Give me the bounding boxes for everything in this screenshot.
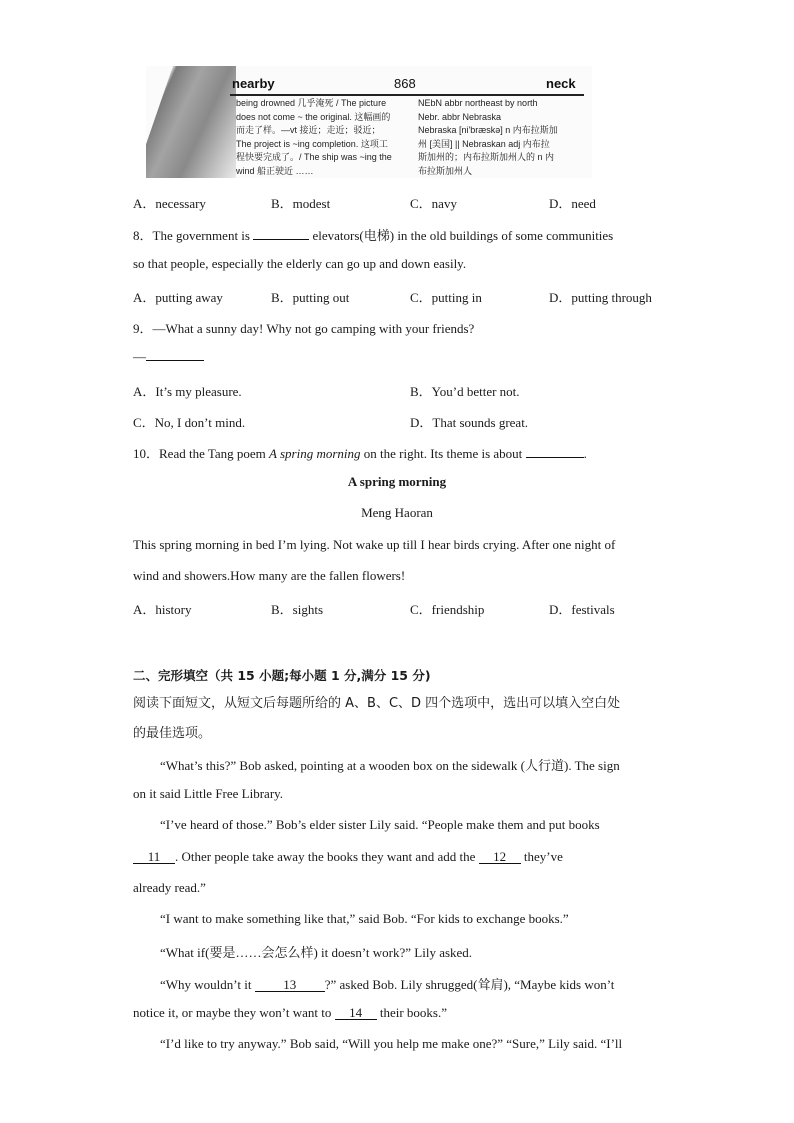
q9-blank (146, 360, 204, 361)
q8-option-b: B．putting out (271, 290, 350, 305)
q9-stem: 9．—What a sunny day! Why not go camping with your friends? (133, 321, 475, 336)
dict-right-headword: neck (546, 76, 576, 91)
dict-left-column (236, 97, 396, 178)
q10-option-b: B．sights (271, 602, 324, 617)
passage-p4: “What if(要是……会怎么样) it doesn’t work?” Lily asked. (160, 945, 473, 960)
passage-p3: “I want to make something like that,” said Bob. “For kids to exchange books.” (160, 911, 569, 926)
q9-option-b: B．You’d better not. (410, 384, 520, 399)
poem-line-2: wind and showers.How many are the fallen flowers! (133, 568, 406, 583)
poem-author: Meng Haoran (361, 505, 433, 520)
passage-p6: “I’d like to try anyway.” Bob said, “Will you help me make one?” “Sure,” Lily said. “I’ll (160, 1036, 623, 1051)
q10-stem-post: on the right. Its theme is about (360, 446, 526, 461)
dict-left-line: being drowned 几乎淹死 / The picture (236, 98, 387, 108)
blank-13: 13 (255, 978, 325, 992)
section-instruction-line2: 的最佳选项。 (133, 726, 212, 741)
blank-12: 12 (479, 850, 521, 864)
q9-dash: — (133, 349, 146, 364)
q9-option-c: C．No, I don’t mind. (133, 415, 246, 430)
dict-right-line: Nebr. abbr Nebraska (418, 111, 502, 122)
passage-p2-line2 (133, 849, 563, 865)
q10-stem-end: . (583, 446, 587, 461)
passage-p5-line1 (160, 974, 614, 993)
q9-option-a: A．It’s my pleasure. (133, 384, 242, 399)
dict-page-number: 868 (394, 76, 416, 91)
q10-option-c: C．friendship (410, 602, 485, 617)
dict-left-line: wind 船正驶近 …… (236, 165, 314, 176)
passage-p1-line1: “What’s this?” Bob asked, pointing at a wooden box on the sidewalk (人行道). The sign (160, 758, 620, 773)
q9-answer-line (133, 349, 204, 365)
dict-right-line: Nebraska [ni'bræskə] n 内布拉斯加 (418, 125, 558, 135)
q7-option-a: A．necessary (133, 196, 206, 211)
blank-11: 11 (133, 850, 175, 864)
poem-title: A spring morning (347, 474, 447, 489)
dict-right-line: 斯加州的；内布拉斯加州人的 n 内 (418, 152, 555, 162)
q8-blank (253, 239, 309, 240)
passage-p5b-pre: notice it, or maybe they won’t want to (133, 1005, 335, 1020)
passage-p5b-post: their books.” (376, 1005, 447, 1020)
dict-left-line: 程快要完成了。/ The ship was ~ing the (236, 152, 392, 162)
q10-blank (526, 457, 584, 458)
dict-left-line: 而走了样。—vt 接近；走近；驳近； (236, 125, 381, 135)
dict-left-line: The project is ~ing completion. 这项工 (236, 138, 388, 149)
q10-option-d: D．festivals (549, 602, 615, 617)
q8-stem-post: elevators(电梯) in the old buildings of some communities (309, 228, 614, 243)
dict-right-line: NEbN abbr northeast by north (418, 98, 538, 108)
q7-option-d: D．need (549, 196, 596, 211)
q7-option-b: B．modest (271, 196, 331, 211)
q8-option-a: A．putting away (133, 290, 223, 305)
dict-left-headword: nearby (232, 76, 275, 91)
passage-p5-pre: “Why wouldn’t it (160, 977, 255, 992)
q7-option-c: C．navy (410, 196, 457, 211)
dict-right-line: 州 [美国] || Nebraskan adj 内布拉 (418, 138, 550, 149)
poem-line-1: This spring morning in bed I’m lying. Not wake up till I hear birds crying. After one night of (133, 537, 616, 552)
q8-option-c: C．putting in (410, 290, 482, 305)
section-instruction-line1: 阅读下面短文，从短文后每题所给的 A、B、C、D 四个选项中，选出可以填入空白处 (133, 696, 621, 711)
q10-stem (133, 443, 587, 462)
passage-p2-line3: already read.” (133, 880, 206, 895)
q10-option-a: A．history (133, 602, 192, 617)
passage-p1-line2: on it said Little Free Library. (133, 786, 284, 801)
dict-header-rule (230, 94, 584, 96)
q8-stem-line2: so that people, especially the elderly can go up and down easily. (133, 256, 467, 271)
section-heading: 二、完形填空（共 15 小题;每小题 1 分,满分 15 分) (133, 668, 431, 683)
dict-right-column (418, 97, 586, 178)
dict-right-line: 布拉斯加州人 (418, 165, 473, 176)
passage-p2-line1: “I’ve heard of those.” Bob’s elder sister Lily said. “People make them and put books (160, 817, 600, 832)
passage-p2-mid: . Other people take away the books they want and add the (175, 849, 479, 864)
q10-stem-pre: 10．Read the Tang poem (133, 446, 270, 461)
passage-p2-end: they’ve (520, 849, 563, 864)
q8-option-d: D．putting through (549, 290, 652, 305)
q10-poem-title-inline: A spring morning (269, 446, 361, 461)
passage-p5-post: ?” asked Bob. Lily shrugged(耸肩), “Maybe kids won’t (324, 977, 615, 992)
scan-shadow (146, 66, 236, 178)
blank-14: 14 (335, 1006, 377, 1020)
dict-left-line: does not come ~ the original. 这幅画的 (236, 111, 391, 122)
passage-p5-line2 (133, 1005, 447, 1021)
dictionary-scan-image (146, 66, 592, 178)
q8-stem-pre: 8．The government is (133, 228, 254, 243)
q8-stem (133, 225, 613, 244)
q9-option-d: D．That sounds great. (410, 415, 529, 430)
